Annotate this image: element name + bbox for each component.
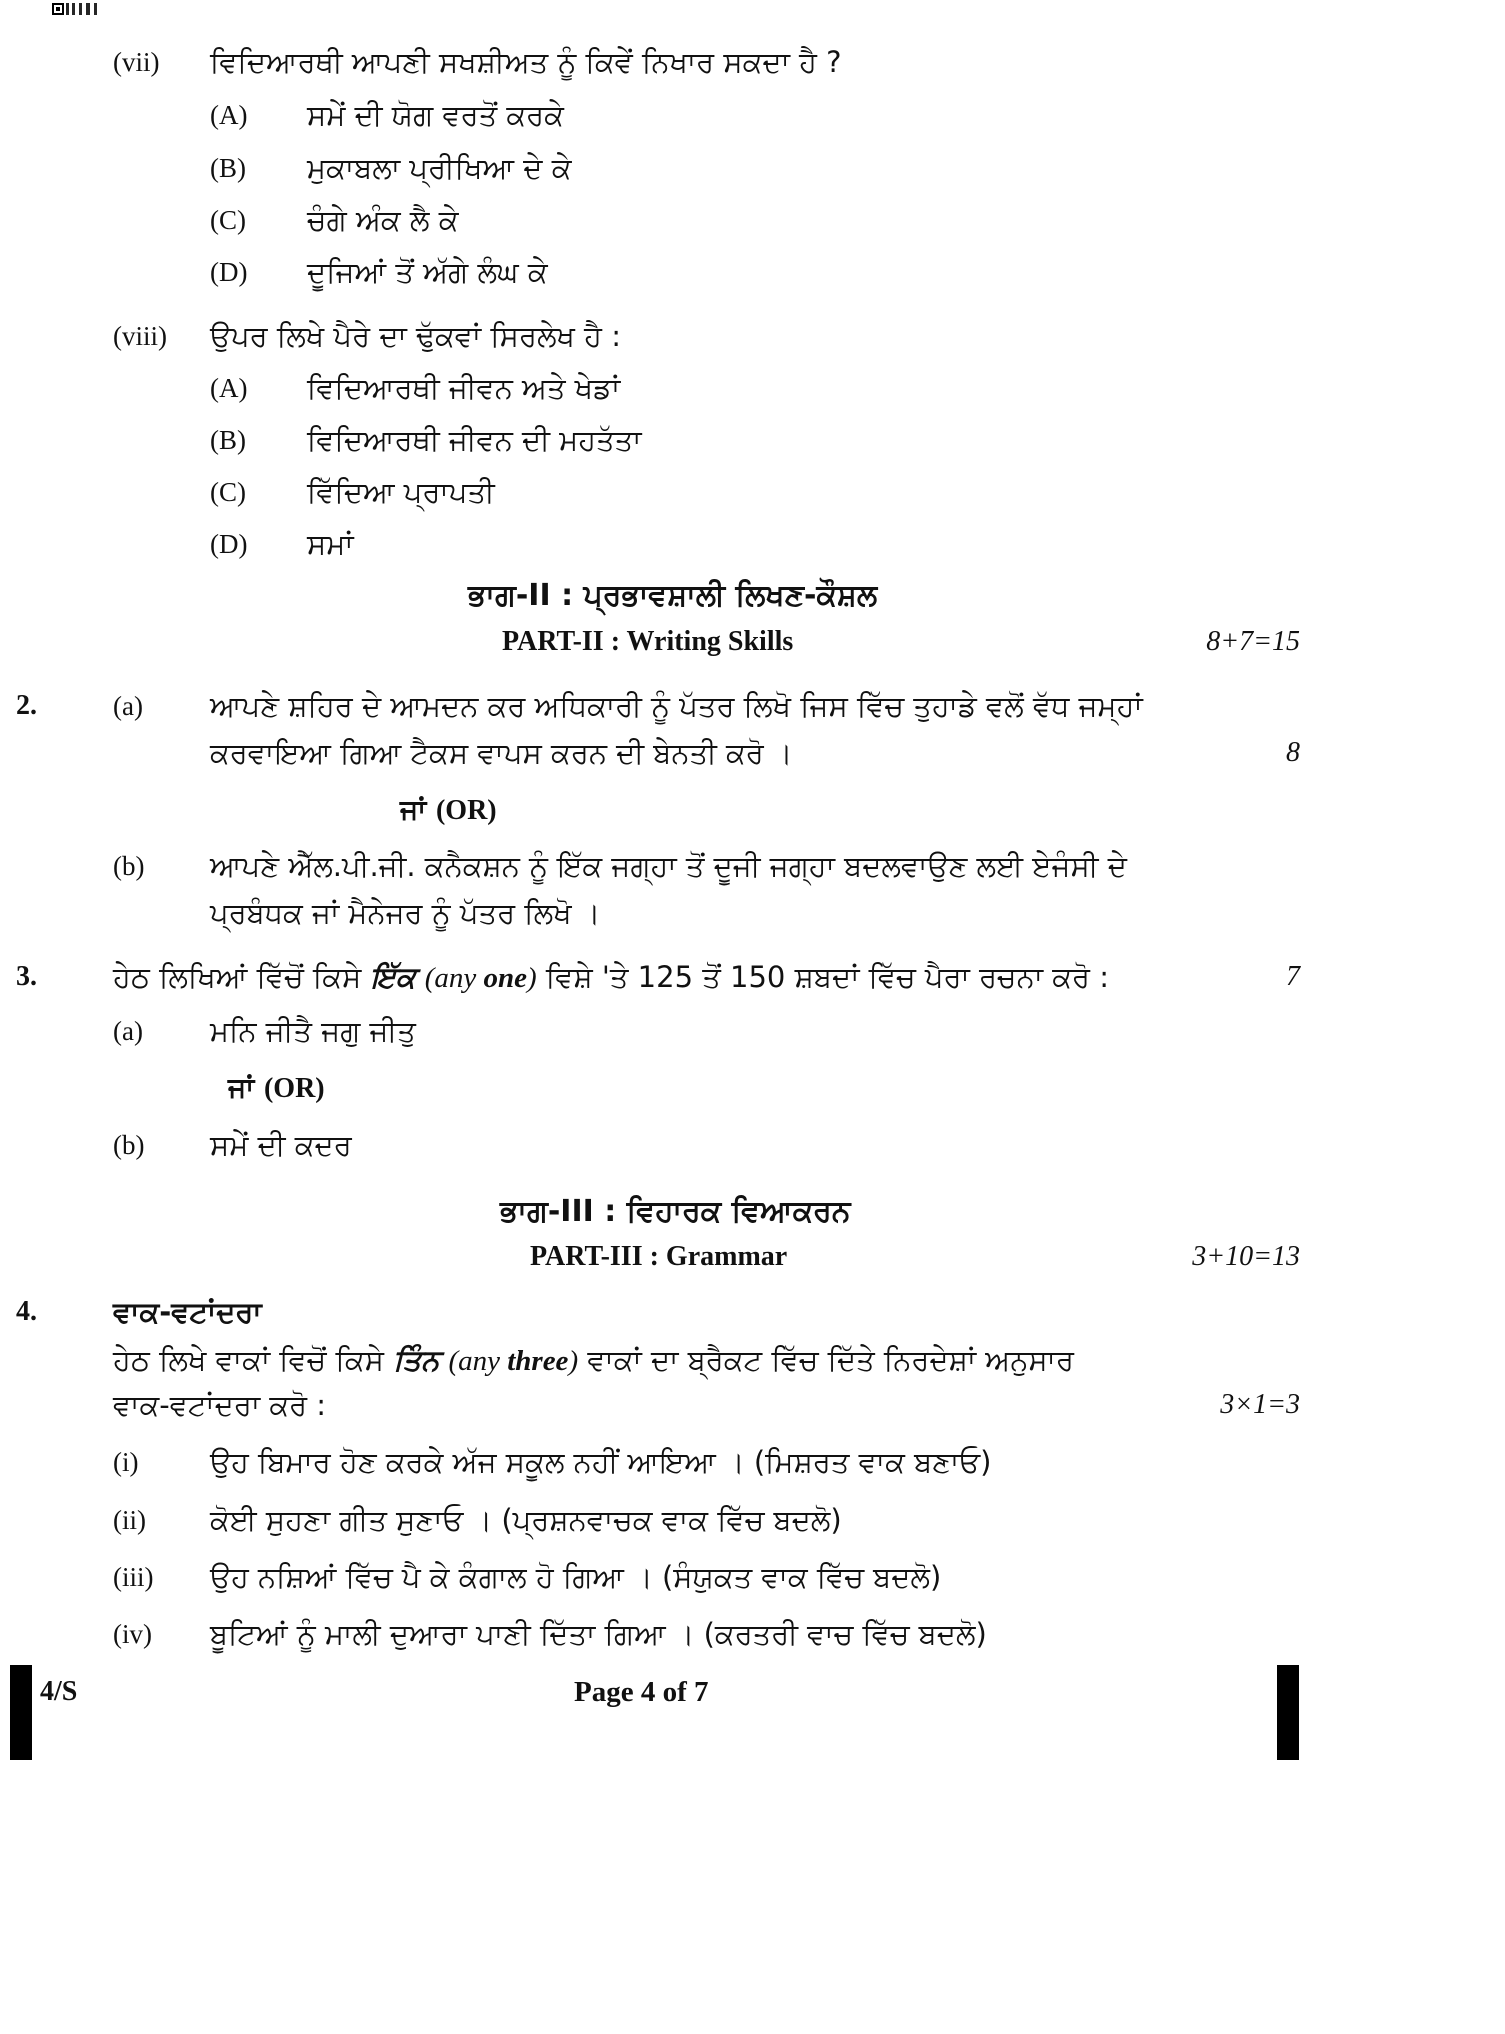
sub-question-label: (b) — [113, 851, 145, 881]
question-label: (vii) — [113, 47, 160, 77]
question-text: ਪ੍ਰਬੰਧਕ ਜਾਂ ਮੈਨੇਜਰ ਨੂੰ ਪੱਤਰ ਲਿਖੋ । — [210, 896, 601, 930]
question-text: ਆਪਣੇ ਸ਼ਹਿਰ ਦੇ ਆਮਦਨ ਕਰ ਅਧਿਕਾਰੀ ਨੂੰ ਪੱਤਰ ਲਿਖੋ ਜਿਸ ਵਿੱਚ ਤੁਹਾਡੇ ਵਲੋਂ ਵੱਧ ਜਮ੍ਹਾਂ — [210, 689, 1143, 723]
paper-code: 4/S — [40, 1676, 78, 1707]
question-text: ਵਾਕ-ਵਟਾਂਦਰਾ ਕਰੋ : — [113, 1388, 327, 1422]
page-number: Page 4 of 7 — [574, 1676, 709, 1708]
item-label: (iv) — [113, 1619, 152, 1649]
option-text: ਵਿਦਿਆਰਥੀ ਜੀਵਨ ਅਤੇ ਖੇਡਾਂ — [307, 371, 621, 405]
emphasis-english — [448, 1345, 578, 1377]
question-marks: 8 — [1286, 737, 1300, 768]
emphasis-pre: (any — [424, 962, 484, 994]
part-2-title-punjabi: ਭਾਗ-II : ਪ੍ਰਭਾਵਸ਼ਾਲੀ ਲਿਖਣ-ਕੌਸ਼ਲ — [468, 578, 878, 613]
option-label: (A) — [210, 100, 248, 130]
item-label: (iii) — [113, 1562, 154, 1592]
sub-question-label: (b) — [113, 1130, 145, 1160]
item-label: (i) — [113, 1447, 139, 1477]
question-text: ਵਿਦਿਆਰਥੀ ਆਪਣੀ ਸਖਸ਼ੀਅਤ ਨੂੰ ਕਿਵੇਂ ਨਿਖਾਰ ਸਕਦਾ ਹੈ ? — [210, 45, 842, 79]
question-text: ਆਪਣੇ ਐੱਲ.ਪੀ.ਜੀ. ਕਨੈਕਸ਼ਨ ਨੂੰ ਇੱਕ ਜਗ੍ਹਾ ਤੋਂ ਦੂਜੀ ਜਗ੍ਹਾ ਬਦਲਵਾਉਣ ਲਈ ਏਜੰਸੀ ਦੇ — [210, 849, 1127, 883]
option-text: ਵਿਦਿਆਰਥੀ ਜੀਵਨ ਦੀ ਮਹਤੱਤਾ — [307, 423, 642, 457]
option-label: (B) — [210, 425, 246, 455]
question-number: 2. — [16, 690, 37, 721]
question-text — [113, 957, 1109, 998]
question-text: ਕਰਵਾਇਆ ਗਿਆ ਟੈਕਸ ਵਾਪਸ ਕਰਨ ਦੀ ਬੇਨਤੀ ਕਰੋ । — [210, 736, 793, 770]
item-text: ਉਹ ਨਸ਼ਿਆਂ ਵਿੱਚ ਪੈ ਕੇ ਕੰਗਾਲ ਹੋ ਗਿਆ । (ਸੰਯੁਕਤ ਵਾਕ ਵਿੱਚ ਬਦਲੋ) — [210, 1560, 942, 1594]
or-label — [228, 1068, 325, 1109]
emphasis-punjabi: ਤਿੰਨ — [393, 1343, 440, 1377]
question-marks: 7 — [1286, 961, 1300, 992]
item-text: ਬੂਟਿਆਂ ਨੂੰ ਮਾਲੀ ਦੁਆਰਾ ਪਾਣੀ ਦਿੱਤਾ ਗਿਆ । (ਕਰਤਰੀ ਵਾਚ ਵਿੱਚ ਬਦਲੋ) — [210, 1617, 987, 1651]
footer-bar-right — [1277, 1665, 1299, 1760]
option-text: ਮੁਕਾਬਲਾ ਪ੍ਰੀਖਿਆ ਦੇ ਕੇ — [307, 151, 572, 185]
or-punjabi: ਜਾਂ — [228, 1071, 255, 1104]
topic-text: ਮਨਿ ਜੀਤੈ ਜਗੁ ਜੀਤੁ — [210, 1014, 416, 1048]
question-marks: 3×1=3 — [1220, 1389, 1300, 1420]
emphasis-punjabi: ਇੱਕ — [370, 960, 416, 994]
question-text-after: ਵਿਸ਼ੇ 'ਤੇ 125 ਤੋਂ 150 ਸ਼ਬਦਾਂ ਵਿੱਚ ਪੈਰਾ ਰਚਨਾ ਕਰੋ : — [545, 960, 1109, 994]
emphasis-bold: one — [483, 962, 527, 994]
or-english: (OR) — [435, 795, 497, 826]
topic-text: ਸਮੇਂ ਦੀ ਕਦਰ — [210, 1128, 352, 1162]
option-text: ਸਮਾਂ — [307, 527, 354, 561]
question-text-before: ਹੇਠ ਲਿਖਿਆਂ ਵਿੱਚੋਂ ਕਿਸੇ — [113, 960, 362, 994]
question-number: 4. — [16, 1296, 37, 1327]
emphasis-pre: (any — [448, 1345, 508, 1377]
part-2-title-english: PART-II : Writing Skills — [502, 626, 794, 657]
item-text: ਉਹ ਬਿਮਾਰ ਹੋਣ ਕਰਕੇ ਅੱਜ ਸਕੂਲ ਨਹੀਂ ਆਇਆ । (ਮਿਸ਼ਰਤ ਵਾਕ ਬਣਾਓ) — [210, 1445, 992, 1479]
question-text-after: ਵਾਕਾਂ ਦਾ ਬ੍ਰੈਕਟ ਵਿੱਚ ਦਿੱਤੇ ਨਿਰਦੇਸ਼ਾਂ ਅਨੁਸਾਰ — [587, 1343, 1074, 1377]
footer-bar-left — [10, 1665, 32, 1760]
option-text: ਦੂਜਿਆਂ ਤੋਂ ਅੱਗੇ ਲੰਘ ਕੇ — [307, 255, 548, 289]
part-3-title-english: PART-III : Grammar — [530, 1241, 788, 1272]
option-text: ਚੰਗੇ ਅੰਕ ਲੈ ਕੇ — [307, 203, 459, 237]
question-text — [113, 1340, 1074, 1381]
part-3-title-punjabi: ਭਾਗ-III : ਵਿਹਾਰਕ ਵਿਆਕਰਨ — [500, 1194, 851, 1229]
option-text: ਵਿੱਦਿਆ ਪ੍ਰਾਪਤੀ — [307, 475, 495, 509]
question-number: 3. — [16, 961, 37, 992]
emphasis-bold: three — [507, 1345, 569, 1377]
emphasis-post: ) — [568, 1345, 579, 1377]
option-label: (D) — [210, 257, 248, 287]
part-3-marks: 3+10=13 — [1192, 1241, 1300, 1272]
option-label: (C) — [210, 205, 246, 235]
qr-pattern-icon — [66, 3, 102, 15]
option-label: (D) — [210, 529, 248, 559]
question-label: (viii) — [113, 321, 167, 351]
question-title: ਵਾਕ-ਵਟਾਂਦਰਾ — [113, 1295, 262, 1329]
question-text: ਉਪਰ ਲਿਖੇ ਪੈਰੇ ਦਾ ਢੁੱਕਵਾਂ ਸਿਰਲੇਖ ਹੈ : — [210, 319, 621, 353]
qr-code-icon — [52, 2, 106, 16]
option-text: ਸਮੇਂ ਦੀ ਯੋਗ ਵਰਤੋਂ ਕਰਕੇ — [307, 98, 564, 132]
part-2-marks: 8+7=15 — [1206, 626, 1300, 657]
or-punjabi: ਜਾਂ — [400, 793, 427, 826]
option-label: (B) — [210, 153, 246, 183]
item-text: ਕੋਈ ਸੁਹਣਾ ਗੀਤ ਸੁਣਾਓ । (ਪ੍ਰਸ਼ਨਵਾਚਕ ਵਾਕ ਵਿੱਚ ਬਦਲੋ) — [210, 1503, 842, 1537]
item-label: (ii) — [113, 1505, 146, 1535]
qr-finder-icon — [52, 3, 64, 15]
emphasis-english — [425, 962, 537, 994]
option-label: (A) — [210, 373, 248, 403]
sub-question-label: (a) — [113, 691, 143, 721]
question-text-before: ਹੇਠ ਲਿਖੇ ਵਾਕਾਂ ਵਿਚੋਂ ਕਿਸੇ — [113, 1343, 384, 1377]
sub-question-label: (a) — [113, 1016, 143, 1046]
option-label: (C) — [210, 477, 246, 507]
or-english: (OR) — [263, 1073, 325, 1104]
emphasis-post: ) — [527, 962, 537, 994]
or-label — [400, 790, 497, 831]
